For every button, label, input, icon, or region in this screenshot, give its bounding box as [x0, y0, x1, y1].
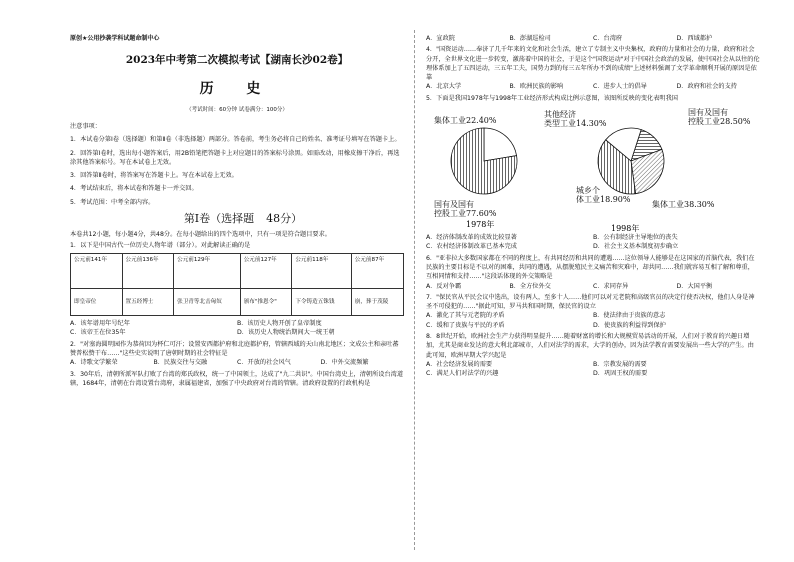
notes-heading: 注意事项： [70, 123, 101, 130]
question-5-stem: 5．下面是我国1978年与1998年工业经济形式构成比例示意图，该图所反映的变化表明我国 [426, 94, 678, 102]
note-item: 4．考试结束后，将本试卷和答题卡一并交回。 [70, 185, 198, 193]
option-a[interactable]: A．北京大学 [426, 83, 462, 91]
option-c[interactable]: C．求同存异 [593, 282, 629, 290]
option-b[interactable]: B．使法律由于贵族的意志 [593, 312, 666, 320]
option-a[interactable]: A．该年谱用年号纪年 [70, 320, 130, 328]
pie-title: 1978年 [466, 220, 495, 230]
option-a[interactable]: A．激化了其与元老院的矛盾 [426, 312, 505, 320]
volume-instruction: 本卷共12小题，每小题4分，共48分。在每小题给出的四个选项中，只有一项是符合题目要求。 [70, 230, 331, 238]
time-info: （考试时间：60分钟 试卷满分：100分） [186, 106, 288, 113]
option-a[interactable]: A．社会经济发展的需要 [426, 360, 493, 368]
note-item: 5．考试范围：中考全部内容。 [70, 198, 155, 206]
table-cell: 下令铸造五铢钱 [292, 289, 351, 316]
table-cell: 公元前129年 [174, 254, 241, 289]
question-3-stem: 3．30年后，清朝所派军队打败了台湾的郑氏政权，统一了中国领土，达成了"九二共识"。中国台湾史上，清朝所设台湾道辖，1684年，清朝在台湾设置台湾府，隶属福建省，加强了中央政府对台湾的管辖。清政府设置的行政机构是 [70, 370, 404, 387]
volume-score: 48分） [266, 212, 303, 226]
question-8-stem: 8．8世纪开始，欧洲社会生产力获得明显提升……随着财富的增长和大规模贸易活动的开展，人们对于教育的兴趣日增加，尤其是商业发达的意大利北部城市，人们对法学的需求，大学的创办，因为法学教育需要发展出一些大学的产生。由此可知，欧洲早期大学兴起是 [426, 333, 754, 359]
option-d[interactable]: D．巩固王权的需要 [593, 370, 648, 378]
table-cell: 即皇帝位 [71, 289, 123, 316]
option-d[interactable]: D．政府和社会的支持 [676, 83, 737, 91]
pie-label: 集体工业22.40% [434, 116, 497, 126]
option-c[interactable]: C．满足人们对法学的兴趣 [426, 370, 499, 378]
option-b[interactable]: B．欧洲民族的影响 [509, 83, 564, 91]
option-a[interactable]: A．反对争霸 [426, 282, 462, 290]
option-d[interactable]: D．西域都护 [676, 35, 713, 42]
option-d[interactable]: D．该历史人物统治期间大一统王朝 [237, 329, 335, 337]
left-column [70, 34, 404, 388]
pie-label: 国有及国有控股工业28.50% [688, 108, 751, 127]
volume-title [70, 211, 404, 228]
option-c[interactable]: C．缓和了贵族与平民的矛盾 [426, 321, 505, 329]
table-cell: 崩，葬于茂陵 [351, 289, 403, 316]
table-cell: 公元前127年 [240, 254, 292, 289]
option-d[interactable]: D．社会主义基本制度初步确立 [593, 243, 679, 251]
option-c[interactable]: C．该帝王在位35年 [70, 329, 126, 337]
pie-label: 其他经济类型工业14.30% [544, 110, 607, 129]
question-4-stem: 4．"国资运动……奉济了几千年来的文化和社会生活，建立了专制主义中央集权，政府的力量和社会的力量，政府和社会分开，全世界文化进一步转变，激荡着中国的社会，于是这个"国资运动"对于中国社会政治的发展，使中国社会从以往的伦理体系加上了五四运动，三五年工夫，国势力到的每三五年所办不到的成绩"上述材料强调了文学革命顺利开展的原因是依靠 [426, 46, 760, 82]
question-4-options [426, 82, 760, 91]
option-b[interactable]: B．该历史人物开创了皇帝制度 [237, 320, 322, 328]
pie-label: 集体工业38.30% [652, 200, 715, 210]
option-a[interactable]: A．诗歌文学繁荣 [70, 359, 118, 367]
option-a[interactable]: A．宣政院 [426, 35, 455, 42]
note-item: 2．回答第Ⅰ卷时，选出每小题答案后，用2B铅笔把答题卡上对应题目的答案标号涂黑。如需改动，用橡皮擦干净后，再选涂其他答案标号。写在本试卷上无效。 [70, 149, 400, 166]
option-c[interactable]: C．进步人士的倡导 [593, 83, 647, 91]
question-1-options [70, 319, 404, 338]
question-3-options [426, 34, 760, 43]
timeline-table [70, 253, 404, 316]
table-cell: 公元前118年 [292, 254, 351, 289]
table-cell: 公元前141年 [71, 254, 123, 289]
exam-title: 2023年中考第二次模拟考试【湖南长沙02卷】 [125, 54, 349, 66]
option-b[interactable]: B．民族交往与交融 [153, 359, 208, 367]
option-c[interactable]: C．台湾府 [593, 35, 623, 42]
question-2-stem: 2．"对塞海圆明园作为恭荷因为杯仁可汗；设置安西都护府和北庭都护府，管辖西域的天山南北地区；文成公主和亲吐蕃赞普松赞干布……"这些史实说明了唐朝时期的社会特征是 [70, 340, 399, 358]
option-d[interactable]: D．大国平衡 [676, 282, 713, 290]
option-b[interactable]: B．澎湖巡检司 [509, 35, 551, 42]
note-item: 1．本试卷分第Ⅰ卷（选择题）和第Ⅱ卷（非选择题）两部分。答卷前，考生务必将自己的姓名、准考证号填写在答题卡上。 [70, 136, 401, 144]
volume-title-text: 第Ⅰ卷（选择题 [183, 212, 255, 226]
option-b[interactable]: B．全方位外交 [509, 282, 551, 290]
option-b[interactable]: B．宗教发展的需要 [593, 360, 647, 368]
question-5-options [426, 233, 760, 252]
question-2-options [70, 358, 404, 367]
question-7-options [426, 311, 760, 330]
pie-charts [426, 103, 760, 233]
table-cell: 公元前87年 [351, 254, 403, 289]
pie-charts-svg [426, 103, 760, 233]
question-1-stem: 1．以下是中国古代一位历史人物年谱（部分）。对此解读正确的是 [70, 241, 251, 249]
watermark-text: 原创★公用抄袭学科试题命制中心 [70, 35, 160, 42]
subject-title: 历 史 [199, 80, 275, 97]
pie-title: 1998年 [611, 224, 640, 234]
table-cell: 公元前136年 [122, 254, 174, 289]
question-6-stem: 6．"亚非拉大多数国家都在不同的程度上，有共同经历和共同的遭遇……这位领导人能够是在这国家的首脑代表，我们在民族的主要目标是不以对的困难，共同的遭遇，从摆脱殖民主义痛苦和灾难中，却共同……我们就容易互相了解和尊重，互相同情和支持……"这段话体现的外交策略是 [426, 254, 755, 281]
table-cell: 张卫青等北击匈奴 [174, 289, 241, 316]
option-d[interactable]: D．使贵族的利益得到保护 [593, 321, 666, 329]
note-item: 3．回答第Ⅱ卷时，将答案写在答题卡上。写在本试卷上无效。 [70, 172, 238, 180]
question-8-options [426, 360, 760, 379]
question-7-stem: 7．"保民官从平民会议中选出，设有两人，至多十人……他们可以对元老院和高级官员的决定行使否决权，他们人身是神圣不可侵犯的……"据此可知，罗马共和国时期，保民官的设立 [426, 293, 755, 311]
option-b[interactable]: B．公有制经济主导地位的丧失 [593, 234, 678, 242]
option-d[interactable]: D．中外交流频繁 [320, 359, 369, 367]
question-6-options [426, 282, 760, 291]
option-a[interactable]: A．经济体制改革的成效比较显著 [426, 234, 517, 242]
right-column [426, 34, 760, 379]
option-c[interactable]: C．开放的社会风气 [237, 359, 291, 367]
column-divider [414, 30, 415, 550]
table-cell: 置五经博士 [122, 289, 174, 316]
table-cell: 颁布"推恩令" [240, 289, 292, 316]
option-c[interactable]: C．农村经济体制改革已基本完成 [426, 243, 517, 251]
pie-label: 国有及国有控股工业77.60% [434, 200, 497, 219]
pie-label: 城乡个体工业18.90% [576, 186, 631, 205]
